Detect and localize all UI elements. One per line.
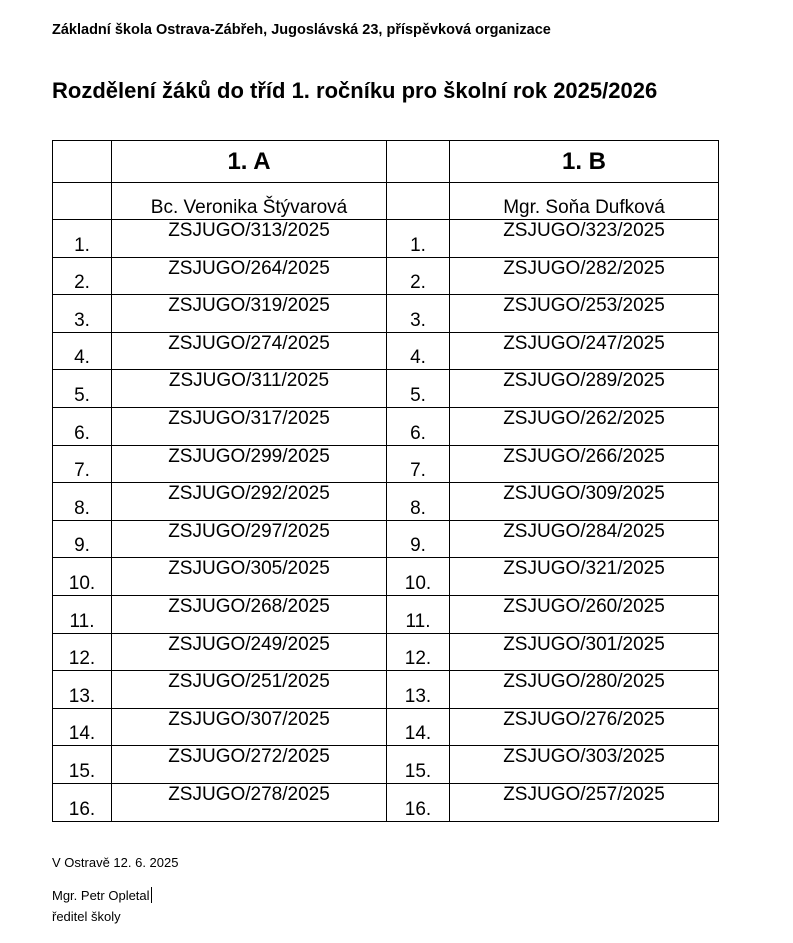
pupil-registration-code: ZSJUGO/289/2025	[450, 370, 719, 408]
pupil-registration-code: ZSJUGO/303/2025	[450, 746, 719, 784]
class-a-teacher: Bc. Veronika Štývarová	[112, 183, 387, 220]
pupil-number: 8.	[53, 483, 112, 521]
pupil-number: 5.	[387, 370, 450, 408]
pupil-registration-code: ZSJUGO/319/2025	[112, 295, 387, 333]
pupil-number: 16.	[387, 783, 450, 821]
pupil-registration-code: ZSJUGO/282/2025	[450, 257, 719, 295]
table-row	[53, 332, 719, 370]
class-a-name: 1. A	[112, 141, 387, 183]
pupil-number: 15.	[53, 746, 112, 784]
table-row	[53, 445, 719, 483]
table-row	[53, 633, 719, 671]
table-row	[53, 257, 719, 295]
pupil-number: 11.	[387, 595, 450, 633]
teacher-row	[53, 183, 719, 220]
signatory-name-line	[52, 887, 152, 903]
pupil-number: 12.	[387, 633, 450, 671]
empty-cell	[53, 183, 112, 220]
pupil-registration-code: ZSJUGO/249/2025	[112, 633, 387, 671]
document-title: Rozdělení žáků do tříd 1. ročníku pro školní rok 2025/2026	[52, 78, 658, 103]
table-row	[53, 295, 719, 333]
empty-cell	[387, 141, 450, 183]
pupil-number: 8.	[387, 483, 450, 521]
pupil-number: 14.	[53, 708, 112, 746]
pupil-registration-code: ZSJUGO/301/2025	[450, 633, 719, 671]
pupil-number: 10.	[53, 558, 112, 596]
pupil-registration-code: ZSJUGO/297/2025	[112, 520, 387, 558]
class-b-teacher: Mgr. Soňa Dufková	[450, 183, 719, 220]
pupil-registration-code: ZSJUGO/323/2025	[450, 220, 719, 258]
empty-cell	[53, 141, 112, 183]
pupil-number: 14.	[387, 708, 450, 746]
pupil-registration-code: ZSJUGO/274/2025	[112, 332, 387, 370]
pupil-registration-code: ZSJUGO/253/2025	[450, 295, 719, 333]
pupil-registration-code: ZSJUGO/280/2025	[450, 671, 719, 709]
pupil-registration-code: ZSJUGO/276/2025	[450, 708, 719, 746]
table-row	[53, 708, 719, 746]
pupil-registration-code: ZSJUGO/260/2025	[450, 595, 719, 633]
pupil-registration-code: ZSJUGO/307/2025	[112, 708, 387, 746]
class-b-name: 1. B	[450, 141, 719, 183]
empty-cell	[387, 183, 450, 220]
pupil-number: 9.	[387, 520, 450, 558]
pupil-number: 1.	[387, 220, 450, 258]
pupil-number: 9.	[53, 520, 112, 558]
pupil-number: 7.	[387, 445, 450, 483]
pupil-number: 6.	[53, 407, 112, 445]
pupil-number: 6.	[387, 407, 450, 445]
text-cursor	[151, 887, 152, 903]
pupil-registration-code: ZSJUGO/299/2025	[112, 445, 387, 483]
table-row	[53, 671, 719, 709]
table-row	[53, 370, 719, 408]
pupil-registration-code: ZSJUGO/266/2025	[450, 445, 719, 483]
pupil-number: 2.	[53, 257, 112, 295]
pupil-number: 4.	[53, 332, 112, 370]
pupil-registration-code: ZSJUGO/264/2025	[112, 257, 387, 295]
signatory-role: ředitel školy	[52, 909, 121, 924]
pupil-registration-code: ZSJUGO/321/2025	[450, 558, 719, 596]
table-row	[53, 407, 719, 445]
pupil-registration-code: ZSJUGO/309/2025	[450, 483, 719, 521]
pupil-number: 5.	[53, 370, 112, 408]
pupil-number: 3.	[53, 295, 112, 333]
class-name-row	[53, 141, 719, 183]
table-row	[53, 483, 719, 521]
place-and-date: V Ostravě 12. 6. 2025	[52, 855, 179, 870]
pupil-registration-code: ZSJUGO/292/2025	[112, 483, 387, 521]
table-row	[53, 520, 719, 558]
pupil-number: 10.	[387, 558, 450, 596]
table-row	[53, 746, 719, 784]
pupil-number: 7.	[53, 445, 112, 483]
pupil-number: 12.	[53, 633, 112, 671]
pupil-registration-code: ZSJUGO/268/2025	[112, 595, 387, 633]
pupil-number: 15.	[387, 746, 450, 784]
pupil-registration-code: ZSJUGO/317/2025	[112, 407, 387, 445]
pupil-number: 13.	[387, 671, 450, 709]
pupil-registration-code: ZSJUGO/278/2025	[112, 783, 387, 821]
pupil-registration-code: ZSJUGO/257/2025	[450, 783, 719, 821]
pupil-number: 1.	[53, 220, 112, 258]
class-allocation-table	[52, 140, 719, 822]
pupil-number: 3.	[387, 295, 450, 333]
pupil-registration-code: ZSJUGO/311/2025	[112, 370, 387, 408]
pupil-number: 4.	[387, 332, 450, 370]
pupil-number: 13.	[53, 671, 112, 709]
table-row	[53, 783, 719, 821]
pupil-registration-code: ZSJUGO/247/2025	[450, 332, 719, 370]
pupil-registration-code: ZSJUGO/305/2025	[112, 558, 387, 596]
table-row	[53, 558, 719, 596]
pupil-registration-code: ZSJUGO/272/2025	[112, 746, 387, 784]
pupil-registration-code: ZSJUGO/262/2025	[450, 407, 719, 445]
pupil-number: 11.	[53, 595, 112, 633]
table-row	[53, 220, 719, 258]
pupil-registration-code: ZSJUGO/251/2025	[112, 671, 387, 709]
pupil-registration-code: ZSJUGO/313/2025	[112, 220, 387, 258]
pupil-number: 16.	[53, 783, 112, 821]
school-name-header: Základní škola Ostrava-Zábřeh, Jugoslávská 23, příspěvková organizace	[52, 22, 551, 38]
pupil-registration-code: ZSJUGO/284/2025	[450, 520, 719, 558]
signatory-name: Mgr. Petr Opletal	[52, 888, 150, 903]
pupil-number: 2.	[387, 257, 450, 295]
table-row	[53, 595, 719, 633]
